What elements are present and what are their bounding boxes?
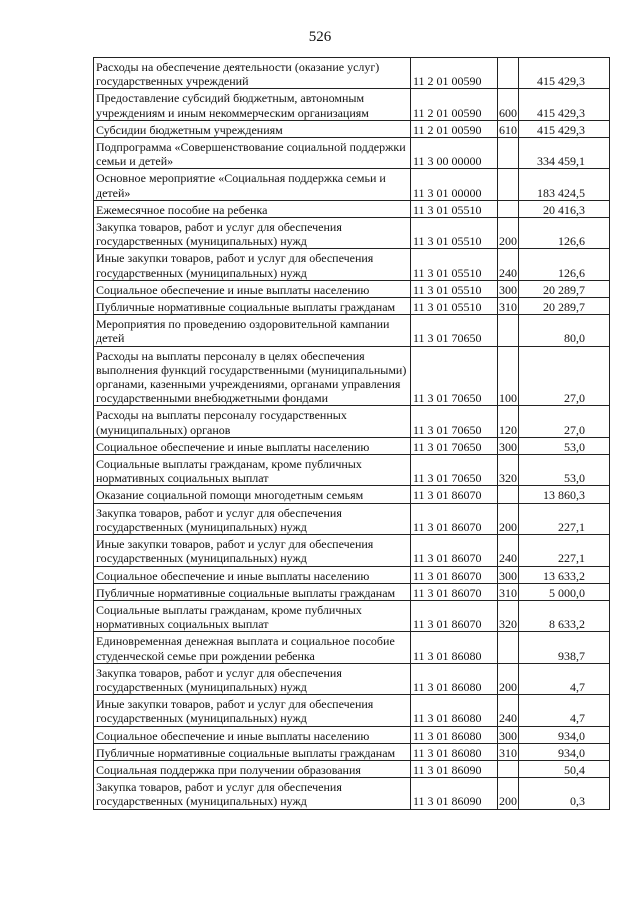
expense-name-cell: Подпрограмма «Совершенствование социальной поддержки семьи и детей» bbox=[94, 138, 411, 169]
expense-name-cell: Публичные нормативные социальные выплаты гражданам bbox=[94, 583, 411, 600]
expense-name-cell: Социальное обеспечение и иные выплаты населению bbox=[94, 566, 411, 583]
expense-name-cell: Закупка товаров, работ и услуг для обеспечения государственных (муниципальных) нужд bbox=[94, 778, 411, 809]
amount-cell: 20 416,3 bbox=[519, 200, 610, 217]
amount-cell: 415 429,3 bbox=[519, 58, 610, 89]
expense-name-cell: Социальное обеспечение и иные выплаты населению bbox=[94, 280, 411, 297]
target-code-cell: 11 3 01 70650 bbox=[411, 437, 498, 454]
table-row bbox=[94, 249, 610, 280]
expense-name-cell: Иные закупки товаров, работ и услуг для обеспечения государственных (муниципальных) нужд bbox=[94, 535, 411, 566]
table-row bbox=[94, 726, 610, 743]
amount-cell: 50,4 bbox=[519, 760, 610, 777]
amount-cell: 53,0 bbox=[519, 455, 610, 486]
amount-cell: 0,3 bbox=[519, 778, 610, 809]
target-code-cell: 11 3 01 86090 bbox=[411, 778, 498, 809]
amount-cell: 27,0 bbox=[519, 406, 610, 437]
expense-type-cell: 240 bbox=[498, 249, 519, 280]
amount-cell: 80,0 bbox=[519, 315, 610, 346]
target-code-cell: 11 3 01 86080 bbox=[411, 663, 498, 694]
amount-cell: 415 429,3 bbox=[519, 120, 610, 137]
amount-cell: 13 633,2 bbox=[519, 566, 610, 583]
amount-cell: 126,6 bbox=[519, 249, 610, 280]
amount-cell: 20 289,7 bbox=[519, 298, 610, 315]
target-code-cell: 11 2 01 00590 bbox=[411, 120, 498, 137]
expense-name-cell: Иные закупки товаров, работ и услуг для обеспечения государственных (муниципальных) нужд bbox=[94, 249, 411, 280]
expense-name-cell: Предоставление субсидий бюджетным, автономным учреждениям и иным некоммерческим организациям bbox=[94, 89, 411, 120]
amount-cell: 53,0 bbox=[519, 437, 610, 454]
table-row bbox=[94, 218, 610, 249]
expense-type-cell: 310 bbox=[498, 583, 519, 600]
amount-cell: 4,7 bbox=[519, 663, 610, 694]
expense-type-cell: 100 bbox=[498, 346, 519, 406]
expense-type-cell: 320 bbox=[498, 600, 519, 631]
expense-type-cell: 310 bbox=[498, 298, 519, 315]
expense-name-cell: Закупка товаров, работ и услуг для обеспечения государственных (муниципальных) нужд bbox=[94, 663, 411, 694]
table-row bbox=[94, 200, 610, 217]
expense-type-cell: 600 bbox=[498, 89, 519, 120]
table-row bbox=[94, 455, 610, 486]
amount-cell: 8 633,2 bbox=[519, 600, 610, 631]
target-code-cell: 11 3 01 86070 bbox=[411, 503, 498, 534]
amount-cell: 415 429,3 bbox=[519, 89, 610, 120]
expense-name-cell: Публичные нормативные социальные выплаты гражданам bbox=[94, 743, 411, 760]
target-code-cell: 11 3 01 86070 bbox=[411, 583, 498, 600]
amount-cell: 5 000,0 bbox=[519, 583, 610, 600]
expense-type-cell: 240 bbox=[498, 695, 519, 726]
expense-name-cell: Социальное обеспечение и иные выплаты населению bbox=[94, 726, 411, 743]
target-code-cell: 11 2 01 00590 bbox=[411, 58, 498, 89]
table-row bbox=[94, 346, 610, 406]
target-code-cell: 11 3 01 86070 bbox=[411, 600, 498, 631]
target-code-cell: 11 3 01 05510 bbox=[411, 298, 498, 315]
expense-type-cell: 300 bbox=[498, 726, 519, 743]
expense-type-cell: 240 bbox=[498, 535, 519, 566]
expense-type-cell: 610 bbox=[498, 120, 519, 137]
budget-table-body bbox=[94, 58, 610, 810]
table-row bbox=[94, 600, 610, 631]
table-row bbox=[94, 169, 610, 200]
table-row bbox=[94, 58, 610, 89]
expense-name-cell: Расходы на выплаты персоналу в целях обеспечения выполнения функций государственными (муниципальными) органами, казенными учреждениями, органами управления государственными внебюджетными фондами bbox=[94, 346, 411, 406]
table-row bbox=[94, 486, 610, 503]
expense-type-cell bbox=[498, 486, 519, 503]
amount-cell: 934,0 bbox=[519, 726, 610, 743]
expense-name-cell: Социальные выплаты гражданам, кроме публичных нормативных социальных выплат bbox=[94, 455, 411, 486]
amount-cell: 938,7 bbox=[519, 632, 610, 663]
expense-type-cell: 320 bbox=[498, 455, 519, 486]
target-code-cell: 11 3 01 70650 bbox=[411, 346, 498, 406]
target-code-cell: 11 3 01 70650 bbox=[411, 455, 498, 486]
expense-name-cell: Социальные выплаты гражданам, кроме публичных нормативных социальных выплат bbox=[94, 600, 411, 631]
expense-type-cell: 200 bbox=[498, 218, 519, 249]
target-code-cell: 11 3 01 86070 bbox=[411, 535, 498, 566]
expense-type-cell: 200 bbox=[498, 663, 519, 694]
expense-type-cell: 300 bbox=[498, 566, 519, 583]
table-row bbox=[94, 280, 610, 297]
table-row bbox=[94, 566, 610, 583]
target-code-cell: 11 3 01 86090 bbox=[411, 760, 498, 777]
target-code-cell: 11 3 01 86070 bbox=[411, 486, 498, 503]
target-code-cell: 11 3 01 05510 bbox=[411, 200, 498, 217]
table-row bbox=[94, 138, 610, 169]
expense-name-cell: Единовременная денежная выплата и социальное пособие студенческой семье при рождении ребенка bbox=[94, 632, 411, 663]
table-row bbox=[94, 778, 610, 809]
target-code-cell: 11 3 01 86080 bbox=[411, 695, 498, 726]
expense-name-cell: Мероприятия по проведению оздоровительной кампании детей bbox=[94, 315, 411, 346]
expense-name-cell: Расходы на обеспечение деятельности (оказание услуг) государственных учреждений bbox=[94, 58, 411, 89]
expense-name-cell: Расходы на выплаты персоналу государственных (муниципальных) органов bbox=[94, 406, 411, 437]
table-row bbox=[94, 760, 610, 777]
amount-cell: 934,0 bbox=[519, 743, 610, 760]
target-code-cell: 11 3 01 05510 bbox=[411, 249, 498, 280]
target-code-cell: 11 3 01 05510 bbox=[411, 218, 498, 249]
expense-type-cell bbox=[498, 169, 519, 200]
table-row bbox=[94, 503, 610, 534]
target-code-cell: 11 3 01 86080 bbox=[411, 743, 498, 760]
target-code-cell: 11 3 01 00000 bbox=[411, 169, 498, 200]
expense-name-cell: Социальное обеспечение и иные выплаты населению bbox=[94, 437, 411, 454]
target-code-cell: 11 3 01 86070 bbox=[411, 566, 498, 583]
expense-type-cell: 200 bbox=[498, 778, 519, 809]
expense-type-cell bbox=[498, 315, 519, 346]
amount-cell: 227,1 bbox=[519, 535, 610, 566]
expense-name-cell: Оказание социальной помощи многодетным семьям bbox=[94, 486, 411, 503]
table-row bbox=[94, 632, 610, 663]
expense-name-cell: Основное мероприятие «Социальная поддержка семьи и детей» bbox=[94, 169, 411, 200]
expense-type-cell bbox=[498, 200, 519, 217]
expense-type-cell bbox=[498, 58, 519, 89]
amount-cell: 4,7 bbox=[519, 695, 610, 726]
amount-cell: 334 459,1 bbox=[519, 138, 610, 169]
amount-cell: 126,6 bbox=[519, 218, 610, 249]
table-row bbox=[94, 743, 610, 760]
expense-type-cell bbox=[498, 632, 519, 663]
amount-cell: 13 860,3 bbox=[519, 486, 610, 503]
expense-name-cell: Закупка товаров, работ и услуг для обеспечения государственных (муниципальных) нужд bbox=[94, 503, 411, 534]
target-code-cell: 11 3 01 70650 bbox=[411, 406, 498, 437]
table-row bbox=[94, 315, 610, 346]
target-code-cell: 11 3 01 05510 bbox=[411, 280, 498, 297]
target-code-cell: 11 2 01 00590 bbox=[411, 89, 498, 120]
expense-type-cell: 300 bbox=[498, 437, 519, 454]
amount-cell: 20 289,7 bbox=[519, 280, 610, 297]
expense-type-cell bbox=[498, 138, 519, 169]
expense-type-cell: 300 bbox=[498, 280, 519, 297]
expense-name-cell: Социальная поддержка при получении образования bbox=[94, 760, 411, 777]
budget-table bbox=[93, 57, 610, 810]
expense-type-cell bbox=[498, 760, 519, 777]
table-row bbox=[94, 583, 610, 600]
target-code-cell: 11 3 00 00000 bbox=[411, 138, 498, 169]
expense-type-cell: 120 bbox=[498, 406, 519, 437]
amount-cell: 27,0 bbox=[519, 346, 610, 406]
target-code-cell: 11 3 01 86080 bbox=[411, 632, 498, 663]
expense-name-cell: Иные закупки товаров, работ и услуг для обеспечения государственных (муниципальных) нужд bbox=[94, 695, 411, 726]
table-row bbox=[94, 535, 610, 566]
expense-name-cell: Субсидии бюджетным учреждениям bbox=[94, 120, 411, 137]
amount-cell: 227,1 bbox=[519, 503, 610, 534]
page-number: 526 bbox=[308, 29, 332, 45]
table-row bbox=[94, 406, 610, 437]
table-row bbox=[94, 695, 610, 726]
target-code-cell: 11 3 01 70650 bbox=[411, 315, 498, 346]
target-code-cell: 11 3 01 86080 bbox=[411, 726, 498, 743]
amount-cell: 183 424,5 bbox=[519, 169, 610, 200]
expense-name-cell: Ежемесячное пособие на ребенка bbox=[94, 200, 411, 217]
table-row bbox=[94, 89, 610, 120]
expense-name-cell: Публичные нормативные социальные выплаты гражданам bbox=[94, 298, 411, 315]
table-row bbox=[94, 120, 610, 137]
expense-type-cell: 200 bbox=[498, 503, 519, 534]
table-row bbox=[94, 663, 610, 694]
table-row bbox=[94, 298, 610, 315]
expense-type-cell: 310 bbox=[498, 743, 519, 760]
table-row bbox=[94, 437, 610, 454]
budget-table-container bbox=[93, 57, 610, 810]
expense-name-cell: Закупка товаров, работ и услуг для обеспечения государственных (муниципальных) нужд bbox=[94, 218, 411, 249]
